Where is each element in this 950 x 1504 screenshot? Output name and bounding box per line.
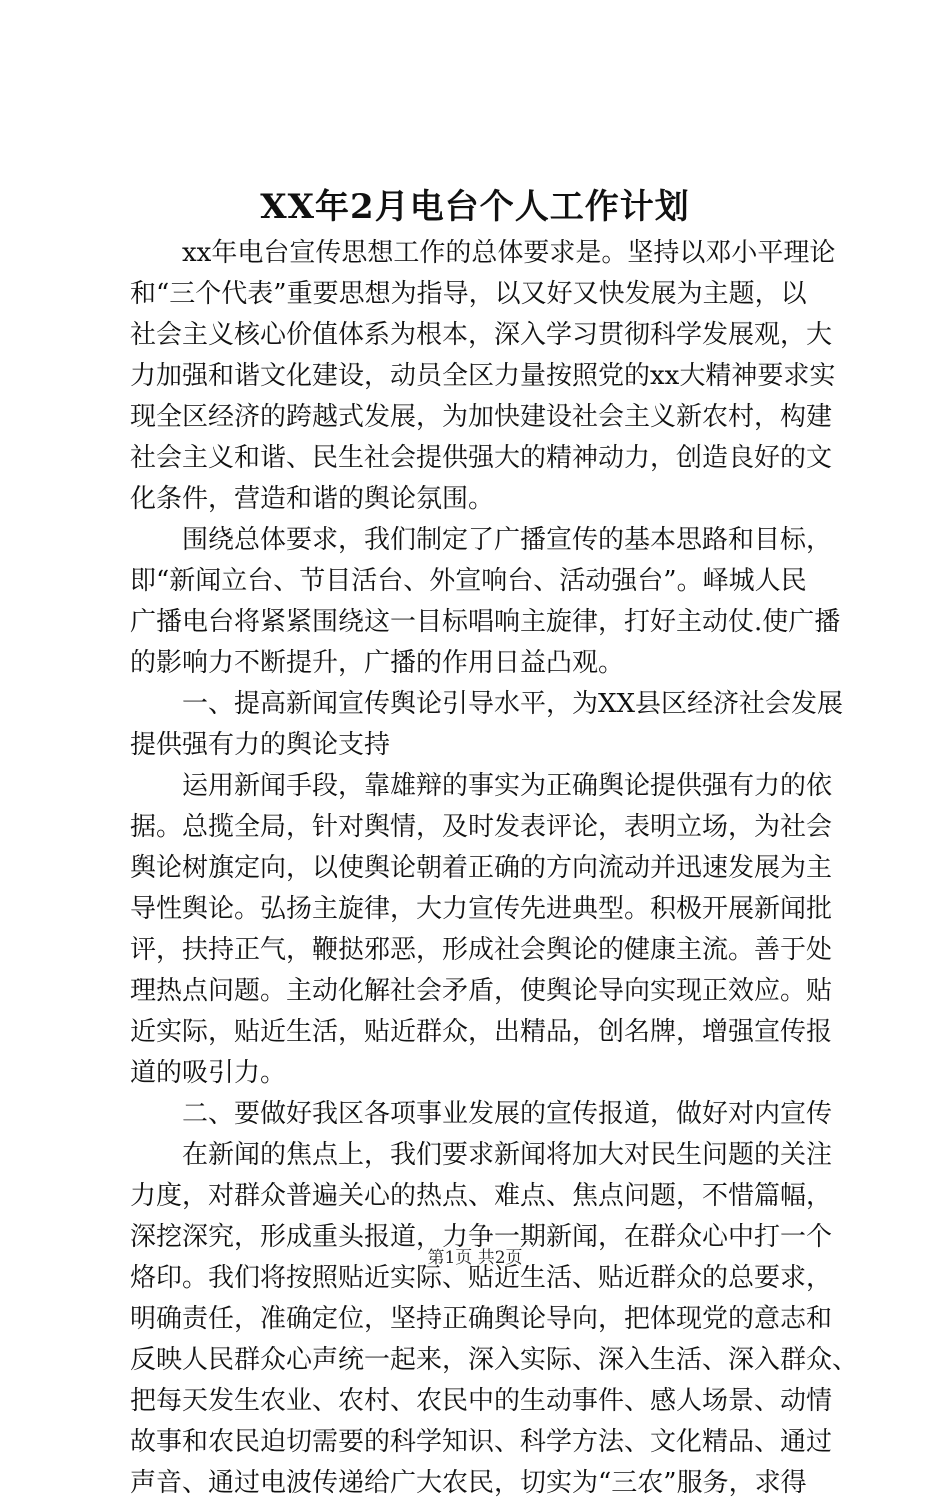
body-text-line: 近实际，贴近生活，贴近群众，出精品，创名牌，增强宣传报: [130, 1017, 833, 1047]
body-text-line: 理热点问题。主动化解社会矛盾，使舆论导向实现正效应。贴: [130, 976, 833, 1006]
body-text-line: 力加强和谐文化建设，动员全区力量按照党的xx大精神要求实: [130, 361, 836, 391]
body-text-line: 故事和农民迫切需要的科学知识、科学方法、文化精品、通过: [130, 1427, 833, 1457]
body-text-line: 把每天发生农业、农村、农民中的生动事件、感人场景、动情: [130, 1386, 833, 1416]
body-text-line: 的影响力不断提升，广播的作用日益凸观。: [130, 648, 625, 678]
document-title: XX年2月电台个人工作计划: [260, 187, 690, 227]
body-text-line: 据。总揽全局，针对舆情，及时发表评论，表明立场，为社会: [130, 812, 833, 842]
page-indicator: 第1页 共2页: [427, 1248, 523, 1268]
body-text-line: 道的吸引力。: [130, 1058, 287, 1088]
body-text-line: 反映人民群众心声统一起来，深入实际、深入生活、深入群众、: [130, 1345, 859, 1375]
body-text-line: 深挖深究，形成重头报道，力争一期新闻，在群众心中打一个: [130, 1222, 833, 1252]
body-text-line: 即“新闻立台、节目活台、外宣响台、活动强台”。峄城人民: [130, 566, 807, 596]
body-text-line: 社会主义和谐、民生社会提供强大的精神动力，创造良好的文: [130, 443, 833, 473]
body-text-line: 声音、通过电波传递给广大农民，切实为“三农”服务，求得: [130, 1468, 807, 1498]
body-text-line: 一、提高新闻宣传舆论引导水平，为XX县区经济社会发展: [182, 689, 844, 719]
body-text-line: 力度，对群众普遍关心的热点、难点、焦点问题，不惜篇幅，: [130, 1181, 833, 1211]
body-text-line: 评，扶持正气，鞭挞邪恶，形成社会舆论的健康主流。善于处: [130, 935, 833, 965]
body-text-line: 社会主义核心价值体系为根本，深入学习贯彻科学发展观，大: [130, 320, 833, 350]
body-text-line: 和“三个代表”重要思想为指导，以又好又快发展为主题，以: [130, 279, 807, 309]
body-text-line: 化条件，营造和谐的舆论氛围。: [130, 484, 495, 514]
body-text-line: xx年电台宣传思想工作的总体要求是。坚持以邓小平理论: [182, 238, 836, 268]
body-text-line: 舆论树旗定向，以使舆论朝着正确的方向流动并迅速发展为主: [130, 853, 833, 883]
body-text-line: 二、要做好我区各项事业发展的宣传报道，做好对内宣传: [182, 1099, 833, 1129]
body-text-line: 明确责任，准确定位，坚持正确舆论导向，把体现党的意志和: [130, 1304, 833, 1334]
body-text-line: 广播电台将紧紧围绕这一目标唱响主旋律，打好主动仗.使广播: [130, 607, 841, 637]
body-text-line: 围绕总体要求，我们制定了广播宣传的基本思路和目标，: [182, 525, 833, 555]
body-text-line: 提供强有力的舆论支持: [130, 730, 391, 760]
body-text-line: 在新闻的焦点上，我们要求新闻将加大对民生问题的关注: [182, 1140, 833, 1170]
document-body: [130, 233, 859, 1504]
body-text-line: 烙印。我们将按照贴近实际、贴近生活、贴近群众的总要求，: [130, 1263, 833, 1293]
body-text-line: 现全区经济的跨越式发展，为加快建设社会主义新农村，构建: [130, 402, 833, 432]
body-text-line: 导性舆论。弘扬主旋律，大力宣传先进典型。积极开展新闻批: [130, 894, 833, 924]
body-text-line: 运用新闻手段，靠雄辩的事实为正确舆论提供强有力的依: [182, 771, 833, 801]
